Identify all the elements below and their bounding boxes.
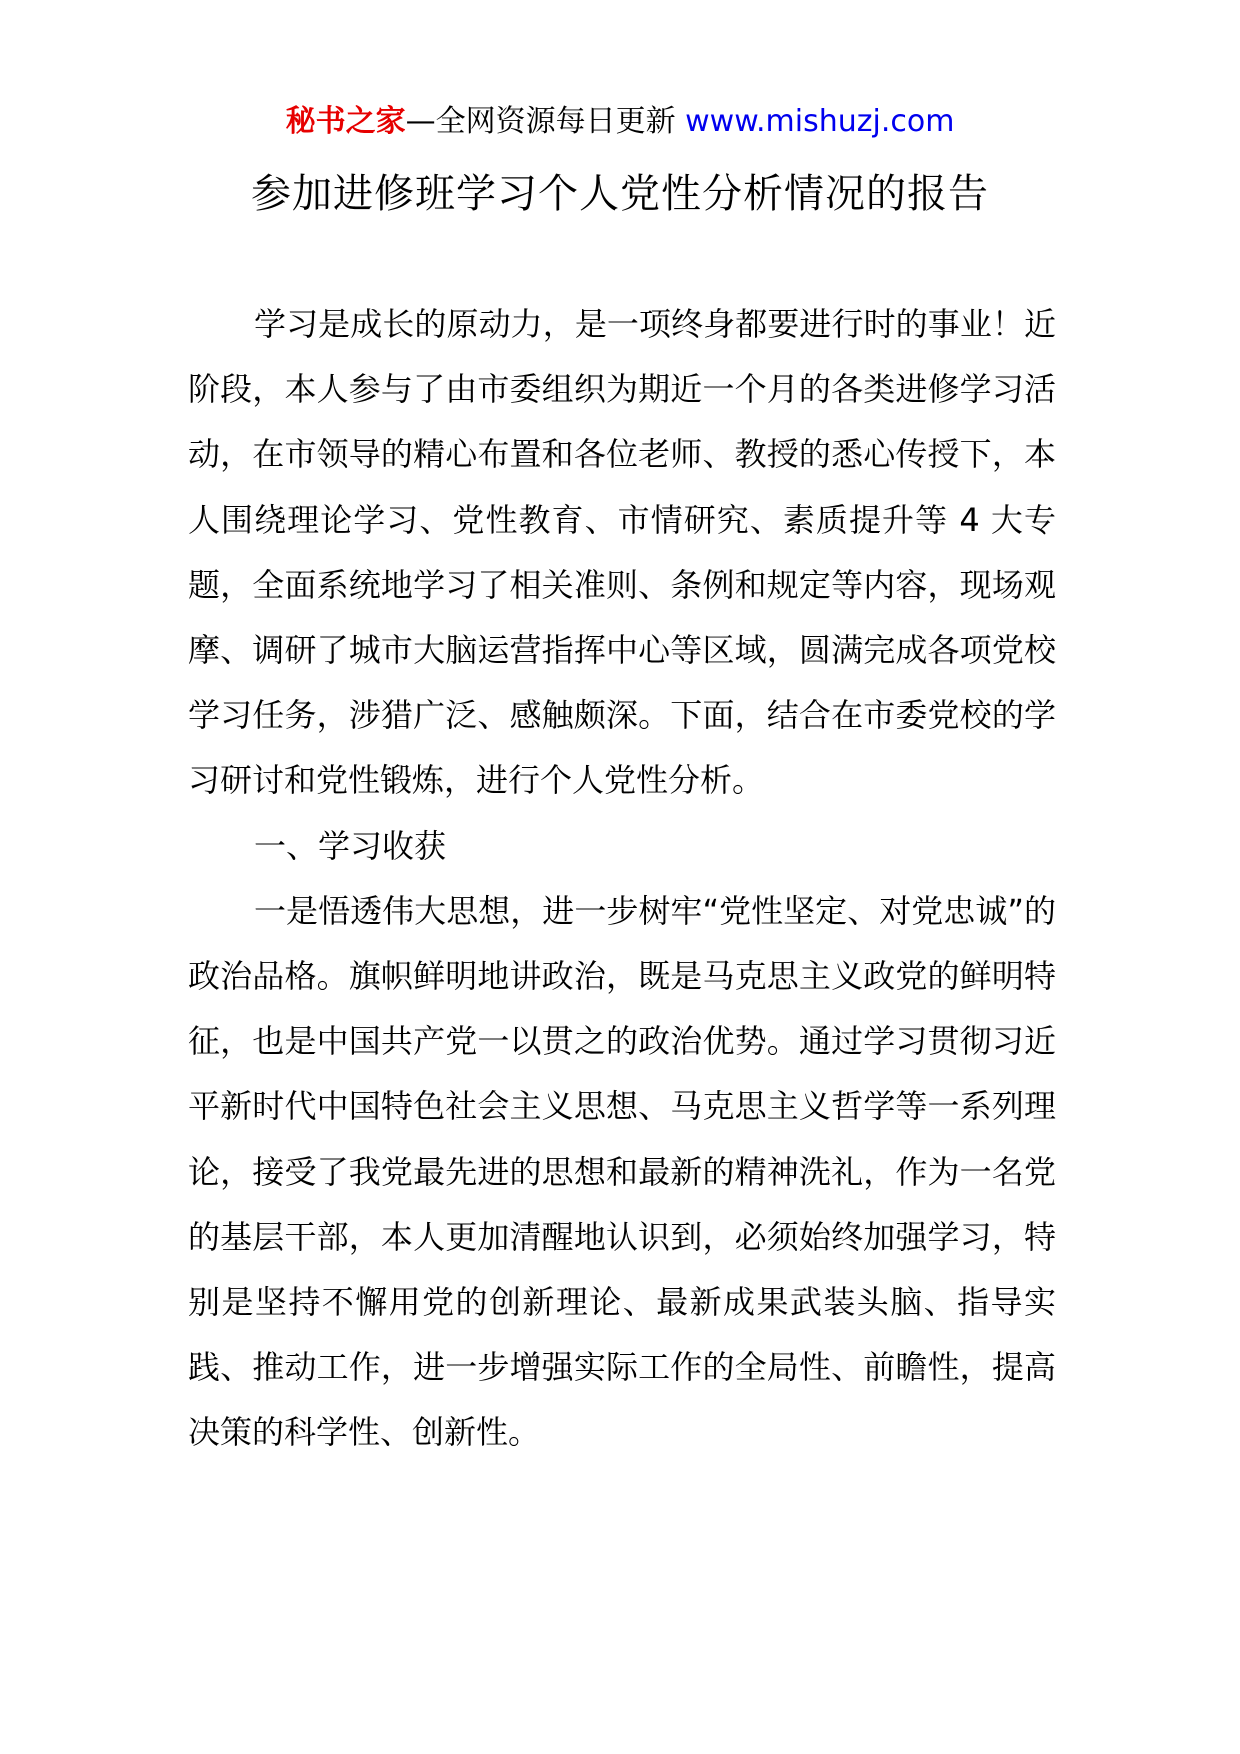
document-title: 参加进修班学习个人党性分析情况的报告 xyxy=(251,171,989,217)
site-url: www.mishuzj.com xyxy=(685,104,955,139)
site-header xyxy=(0,100,1240,144)
brand-name: 秘书之家 xyxy=(285,104,406,139)
header-tagline: —全网资源每日更新 xyxy=(405,104,676,139)
section-heading: 一、学习收获 xyxy=(254,826,447,865)
body-paragraph: 一是悟透伟大思想，进一步树牢“党性坚定、对党忠诚”的政治品格。旗帜鲜明地讲政治，既是马克思主义政党的鲜明特征，也是中国共产党一以贯之的政治优势。通过学习贯彻习近平新时代中国特色社会主义思想、马克思主义哲学等一系列理论，接受了我党最先进的思想和最新的精神洗礼，作为一名党的基层干部，本人更加清醒地认识到，必须始终加强学习，特别是坚持不懈用党的创新理论、最新成果武装头脑、指导实践、推动工作，进一步增强实际工作的全局性、前瞻性，提高决策的科学性、创新性。 xyxy=(188,891,1056,1452)
document-body xyxy=(188,292,1056,1466)
intro-paragraph: 学习是成长的原动力，是一项终身都要进行时的事业！近阶段，本人参与了由市委组织为期近一个月的各类进修学习活动，在市领导的精心布置和各位老师、教授的悉心传授下，本人围绕理论学习、党性教育、市情研究、素质提升等 4 大专题，全面系统地学习了相关准则、条例和规定等内容，现场观摩、调研了城市大脑运营指挥中心等区域，圆满完成各项党校学习任务，涉猎广泛、感触颇深。下面，结合在市委党校的学习研讨和党性锻炼，进行个人党性分析。 xyxy=(188,305,1056,800)
